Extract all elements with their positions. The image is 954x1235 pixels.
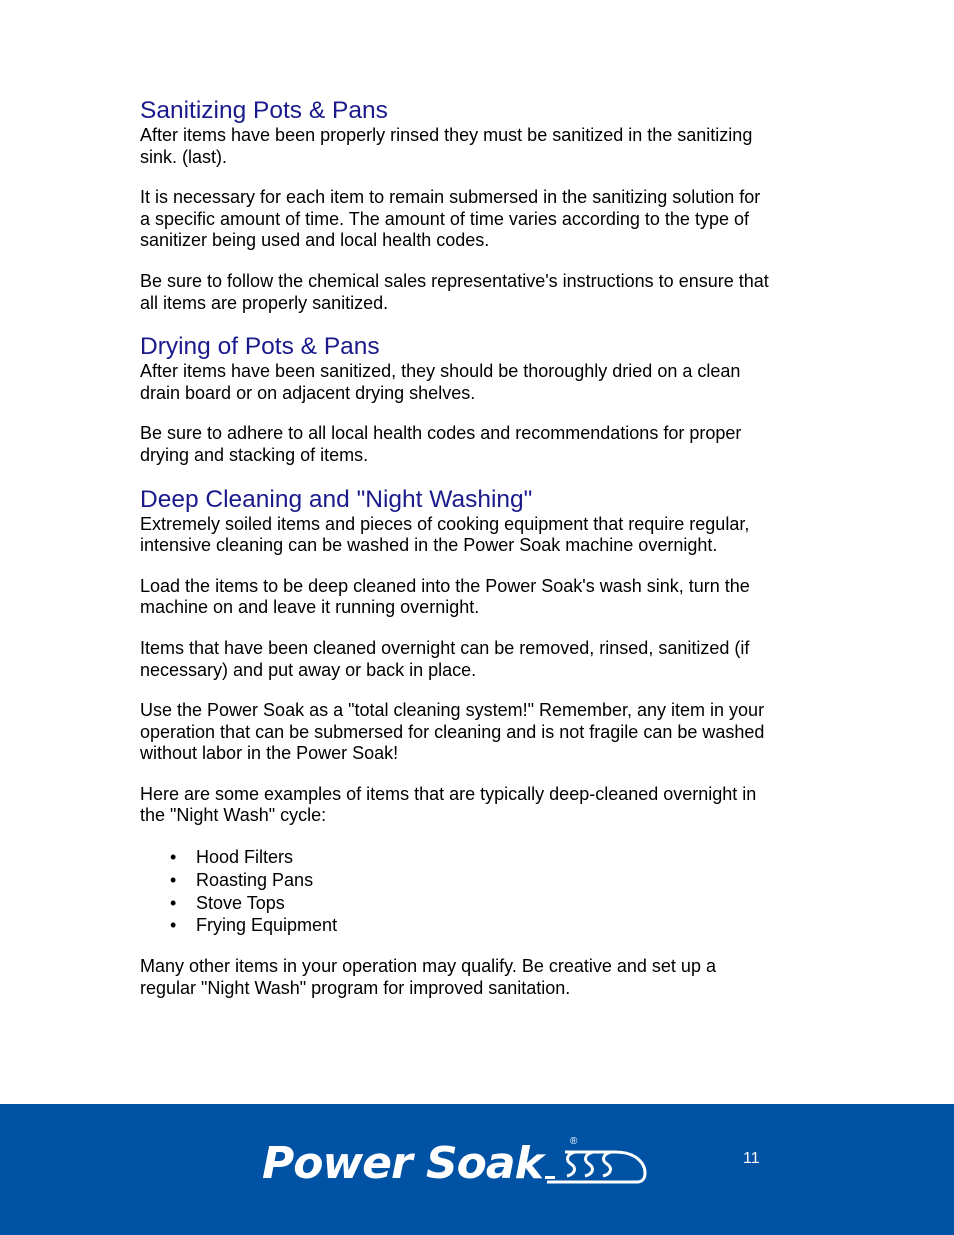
logo-wordmark: Power Soak — [262, 1138, 543, 1189]
list-item-label: Hood Filters — [196, 847, 294, 868]
examples-list — [140, 846, 770, 937]
swoosh-logo-icon — [545, 1146, 649, 1186]
bullet-icon: • — [170, 869, 177, 890]
paragraph: It is necessary for each item to remain submersed in the sanitizing solution for a specific amount of time. The amount of time varies according to the type of sanitizer being used and local health codes. — [140, 187, 761, 251]
list-item-label: Frying Equipment — [196, 915, 338, 936]
power-soak-logo — [262, 1136, 649, 1189]
section-sanitizing — [140, 97, 770, 314]
paragraph: Be sure to follow the chemical sales representative's instructions to ensure that all items are properly sanitized. — [140, 270, 769, 313]
paragraph: Use the Power Soak as a "total cleaning system!" Remember, any item in your operation that can be submersed for cleaning and is not fragile can be washed without labor in the Power Soak! — [140, 700, 765, 764]
paragraph: Load the items to be deep cleaned into the Power Soak's wash sink, turn the machine on and leave it running overnight. — [140, 575, 750, 618]
paragraph: Be sure to adhere to all local health codes and recommendations for proper drying and stacking of items. — [140, 423, 742, 465]
footer-bar — [0, 1104, 954, 1235]
paragraph: Here are some examples of items that are typically deep-cleaned overnight in the "Night Wash" cycle: — [140, 783, 757, 826]
bullet-icon: • — [170, 847, 177, 868]
list-item — [140, 846, 770, 869]
registered-mark: ® — [570, 1136, 578, 1147]
list-item — [140, 869, 770, 892]
list-item — [140, 914, 770, 937]
bullet-icon: • — [170, 892, 177, 913]
document-body — [140, 97, 770, 1018]
list-item-label: Stove Tops — [196, 892, 285, 913]
list-item — [140, 892, 770, 915]
list-item-label: Roasting Pans — [196, 869, 314, 890]
section-heading: Drying of Pots & Pans — [140, 333, 380, 361]
section-deep-cleaning — [140, 486, 770, 1000]
page-number: 11 — [743, 1150, 760, 1167]
paragraph: Items that have been cleaned overnight can be removed, rinsed, sanitized (if necessary) and put away or back in place. — [140, 637, 750, 680]
closing-paragraph: Many other items in your operation may qualify. Be creative and set up a regular "Night Wash" program for improved sanitation. — [140, 956, 716, 998]
bullet-icon: • — [170, 915, 177, 936]
section-heading: Deep Cleaning and "Night Washing" — [140, 485, 533, 513]
paragraph: After items have been sanitized, they should be thoroughly dried on a clean drain board or on adjacent drying shelves. — [140, 361, 741, 403]
paragraph: Extremely soiled items and pieces of cooking equipment that require regular, intensive cleaning can be washed in the Power Soak machine overnight. — [140, 513, 750, 556]
section-drying — [140, 333, 770, 466]
paragraph: After items have been properly rinsed they must be sanitized in the sanitizing sink. (last). — [140, 125, 753, 167]
section-heading: Sanitizing Pots & Pans — [140, 97, 388, 124]
